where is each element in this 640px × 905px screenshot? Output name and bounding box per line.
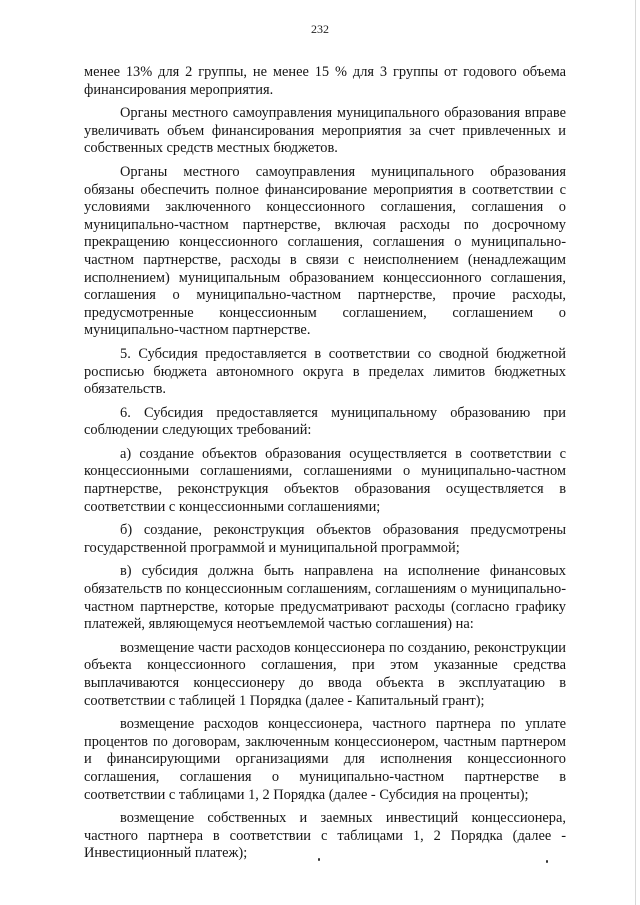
paragraph-interest-subsidy: возмещение расходов концессионера, частного партнера по уплате процентов по договорам, заключенным концессионером, частным партнером и финансирующими организациями для исполнения концессионного соглашения, соглашения о муниципально-частном партнерстве в соответствии с таблицами 1, 2 Порядка (далее - Субсидия на проценты); bbox=[84, 716, 566, 803]
paragraph-continuation: менее 13% для 2 группы, не менее 15 % для 3 группы от годового объема финансирования мероприятия. bbox=[84, 64, 566, 98]
scan-speck-right bbox=[546, 860, 548, 863]
paragraph-item-6b: б) создание, реконструкция объектов образования предусмотрены государственной программой и муниципальной программой; bbox=[84, 522, 566, 556]
paragraph-full-funding: Органы местного самоуправления муниципального образования обязаны обеспечить полное финансирование мероприятия в соответствии с условиями заключенного концессионного соглашения, соглашения о муниципально-частном партнерстве, включая расходы по досрочному прекращению концессионного соглашения, соглашения о муниципально-частном партнерстве, расходы в связи с неисполнением (ненадлежащим исполнением) муниципальным образованием концессионного соглашения, соглашения о муниципально-частном партнерстве, прочие расходы, предусмотренные концессионным соглашением, соглашением о муниципально-частном партнерстве. bbox=[84, 163, 566, 339]
paragraph-item-5: 5. Субсидия предоставляется в соответствии со сводной бюджетной росписью бюджета автономного округа в пределах лимитов бюджетных обязательств. bbox=[84, 345, 566, 398]
scan-speck-left bbox=[318, 858, 320, 861]
paragraph-capital-grant: возмещение части расходов концессионера по созданию, реконструкции объекта концессионного соглашения, при этом указанные средства выплачиваются концессионеру до ввода объекта в эксплуатацию в соответствии с таблицей 1 Порядка (далее - Капитальный грант); bbox=[84, 639, 566, 709]
paragraph-item-6v: в) субсидия должна быть направлена на исполнение финансовых обязательств по концессионным соглашениям, соглашениям о муниципально-частном партнерстве, которые предусматривают расходы (согласно графику платежей, являющемуся неотъемлемой частью соглашения) на: bbox=[84, 563, 566, 633]
scan-edge-line bbox=[635, 0, 636, 905]
paragraph-item-6: 6. Субсидия предоставляется муниципальному образованию при соблюдении следующих требований: bbox=[84, 404, 566, 439]
page-number: 232 bbox=[311, 22, 329, 36]
document-body bbox=[84, 64, 566, 869]
paragraph-item-6a: а) создание объектов образования осуществляется в соответствии с концессионными соглашениями, соглашениями о муниципально-частном партнерстве, реконструкция объектов образования осуществляется в соответствии с концессионными соглашениями; bbox=[84, 445, 566, 515]
paragraph-increase-funding: Органы местного самоуправления муниципального образования вправе увеличивать объем финансирования мероприятия за счет привлеченных и собственных средств местных бюджетов. bbox=[84, 105, 566, 157]
paragraph-investment-payment: возмещение собственных и заемных инвестиций концессионера, частного партнера в соответствии с таблицами 1, 2 Порядка (далее - Инвестиционный платеж); bbox=[84, 810, 566, 862]
